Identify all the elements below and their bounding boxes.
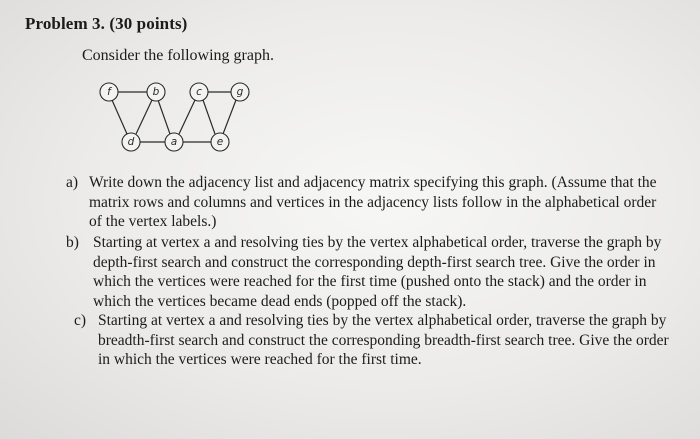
problem-title: Problem 3. (30 points) [25,14,188,33]
node-label-a: a [170,136,178,148]
node-label-c: c [196,86,202,98]
intro-text: Consider the following graph. [82,47,274,64]
node-c [190,83,208,101]
question-c [74,311,671,370]
question-c-text: Starting at vertex a and resolving ties by the vertex alphabetical order, traverse the graph by breadth-first search and construct the corresponding breadth-first search tree. Give the order in which the vertices were reached for the first time. [98,312,669,368]
question-b-text: Starting at vertex a and resolving ties by the vertex alphabetical order, traverse the graph by depth-first search and construct the corresponding depth-first search tree. Give the order in which the vertices were reached for the first time (pushed onto the stack) and the order in which the vertices became dead ends (popped off the stack). [93,234,662,310]
node-label-g: g [236,86,244,98]
node-label-d: d [127,136,135,148]
node-e [211,133,229,151]
edge-c-a [179,100,195,134]
node-d [122,133,140,151]
edge-g-e [223,100,236,134]
node-label-b: b [152,86,160,98]
edge-b-d [136,100,152,134]
edge-b-a [158,100,170,134]
node-f [100,83,118,101]
edge-c-e [203,100,215,134]
question-b-label: b) [66,234,79,251]
node-a [165,133,183,151]
node-g [231,83,249,101]
node-b [147,83,165,101]
node-label-e: e [216,136,224,148]
question-a [66,173,671,232]
node-label-f: f [107,86,111,98]
graph-diagram [95,76,270,158]
question-b [66,233,671,311]
question-c-label: c) [74,312,87,329]
question-a-label: a) [66,174,79,191]
question-a-text: Write down the adjacency list and adjacency matrix specifying this graph. (Assume that the matrix rows and columns and vertices in the adjacency lists follow in the alphabetical order of the vertex labels.) [89,174,657,230]
edge-f-d [112,100,127,134]
